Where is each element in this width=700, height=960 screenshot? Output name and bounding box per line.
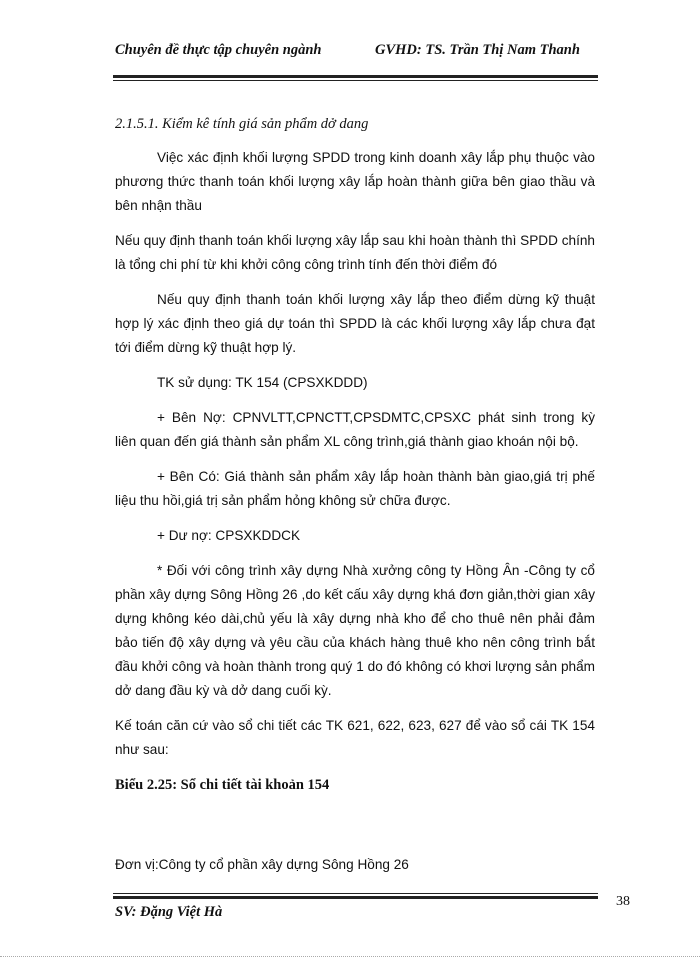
document-body: [115, 112, 595, 877]
paragraph-1: Việc xác định khối lượng SPDD trong kinh doanh xây lắp phụ thuộc vào phương thức thanh toán khối lượng xây lắp hoàn thành giữa bên giao thầu và bên nhận thầu: [115, 150, 595, 213]
section-title: 2.1.5.1. Kiểm kê tính giá sản phẩm dở dang: [115, 116, 369, 132]
paragraph-8: * Đối với công trình xây dựng Nhà xưởng công ty Hồng Ân -Công ty cổ phần xây dựng Sông Hồng 26 ,do kết cấu xây dựng khá đơn giản,thời gian xây dựng không kéo dài,chủ yếu là xây dựng nhà kho để cho thuê nên phải đảm bảo tiến độ xây dựng và yêu cầu của khách hàng thuê kho nên công trình bắt đầu khởi công và hoàn thành trong quý 1 do đó không có khơi lượng sản phẩm dở dang đầu kỳ và dở dang cuối kỳ.: [115, 563, 595, 698]
paragraph-4: TK sử dụng: TK 154 (CPSXKDDD): [157, 375, 368, 390]
footer-rule-thin: [113, 893, 598, 894]
header-course-title: Chuyên đề thực tập chuyên ngành: [115, 42, 322, 58]
paragraph-6: + Bên Có: Giá thành sản phẩm xây lắp hoàn thành bàn giao,giá trị phế liệu thu hồi,giá trị sản phẩm hỏng không sử chữa được.: [115, 469, 595, 508]
header-supervisor: GVHD: TS. Trần Thị Nam Thanh: [375, 42, 580, 58]
header-rule-thin: [113, 80, 598, 81]
paragraph-9: Kế toán căn cứ vào sổ chi tiết các TK 621, 622, 623, 627 để vào sổ cái TK 154 như sau:: [115, 718, 595, 757]
footer-rule: [113, 896, 598, 899]
paragraph-3: Nếu quy định thanh toán khối lượng xây lắp theo điểm dừng kỹ thuật hợp lý xác định theo giá dự toán thì SPDD là các khối lượng xây lắp chưa đạt tới điểm dừng kỹ thuật hợp lý.: [115, 292, 595, 355]
paragraph-5: + Bên Nợ: CPNVLTT,CPNCTT,CPSDMTC,CPSXC phát sinh trong kỳ liên quan đến giá thành sản phẩm XL công trình,giá thành giao khoán nội bộ.: [115, 410, 595, 449]
page-number: 38: [616, 894, 630, 909]
page-edge-dotted-line: [0, 956, 700, 957]
table-caption: Biểu 2.25: Sổ chi tiết tài khoản 154: [115, 777, 330, 793]
unit-line: Đơn vị:Công ty cổ phần xây dựng Sông Hồng 26: [115, 857, 409, 872]
paragraph-7: + Dư nợ: CPSXKDDCK: [157, 528, 301, 543]
paragraph-2: Nếu quy định thanh toán khối lượng xây lắp sau khi hoàn thành thì SPDD chính là tổng chi phí từ khi khởi công công trình tính đến thời điểm đó: [115, 233, 595, 272]
header-rule: [113, 75, 598, 78]
footer-student-name: SV: Đặng Việt Hà: [115, 904, 223, 920]
